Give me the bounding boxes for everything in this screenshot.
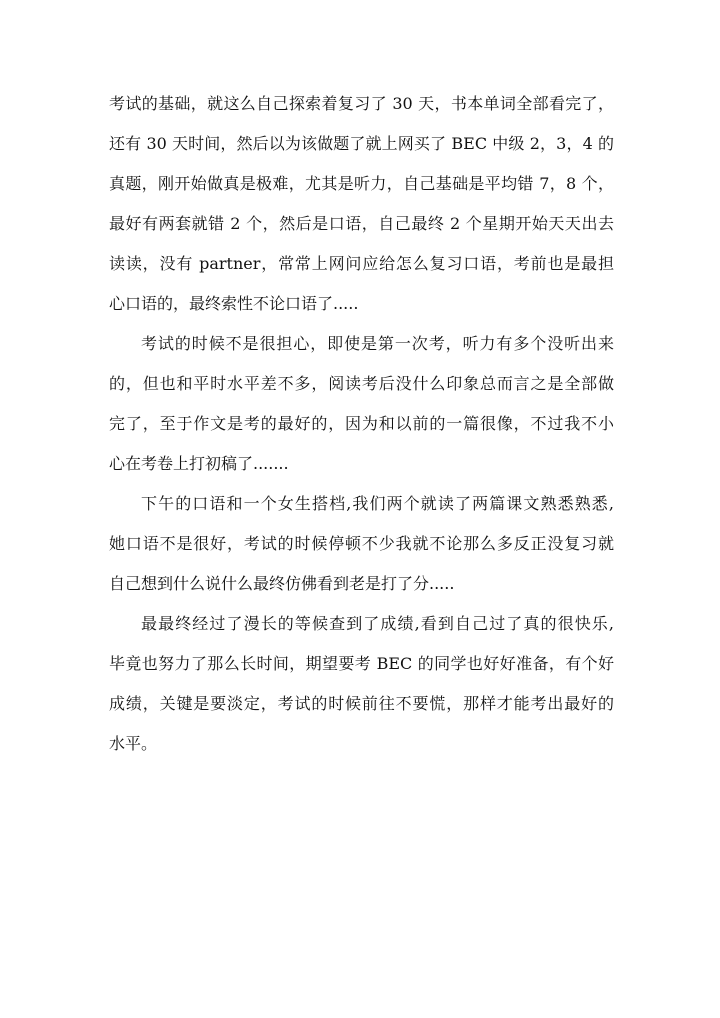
paragraph-line: 她口语不是很好，考试的时候停顿不少我就不论那么多反正没复习就 (109, 534, 614, 553)
paragraph-line: 成绩，关键是要淡定，考试的时候前往不要慌，那样才能考出最好的 (109, 694, 614, 713)
paragraph-line: 下午的口语和一个女生搭档,我们两个就读了两篇课文熟悉熟悉, (141, 494, 614, 513)
paragraph-line: 读读，没有 partner，常常上网问应给怎么复习口语，考前也是最担 (109, 254, 614, 273)
paragraph-line: 心口语的，最终索性不论口语了..... (109, 294, 359, 313)
paragraph-line: 完了，至于作文是考的最好的，因为和以前的一篇很像，不过我不小 (109, 414, 614, 433)
paragraph-line: 自己想到什么说什么最终仿佛看到老是打了分..... (109, 574, 455, 593)
paragraph-line: 还有 30 天时间，然后以为该做题了就上网买了 BEC 中级 2，3，4 的 (109, 134, 614, 153)
paragraph-line: 水平。 (109, 734, 158, 753)
paragraph-line: 毕竟也努力了那么长时间，期望要考 BEC 的同学也好好准备，有个好 (109, 654, 614, 673)
paragraph-line: 最最终经过了漫长的等候查到了成绩,看到自己过了真的很快乐, (141, 614, 614, 633)
paragraph-line: 真题，刚开始做真是极难，尤其是听力，自己基础是平均错 7，8 个， (109, 174, 614, 193)
paragraph-line: 最好有两套就错 2 个，然后是口语，自己最终 2 个星期开始天天出去 (109, 214, 614, 233)
paragraph-line: 的，但也和平时水平差不多，阅读考后没什么印象总而言之是全部做 (109, 374, 614, 393)
paragraph-line: 考试的时候不是很担心，即使是第一次考，听力有多个没听出来 (141, 334, 614, 353)
paragraph-line: 考试的基础，就这么自己探索着复习了 30 天，书本单词全部看完了， (109, 94, 614, 113)
paragraph-line: 心在考卷上打初稿了....... (109, 454, 289, 473)
